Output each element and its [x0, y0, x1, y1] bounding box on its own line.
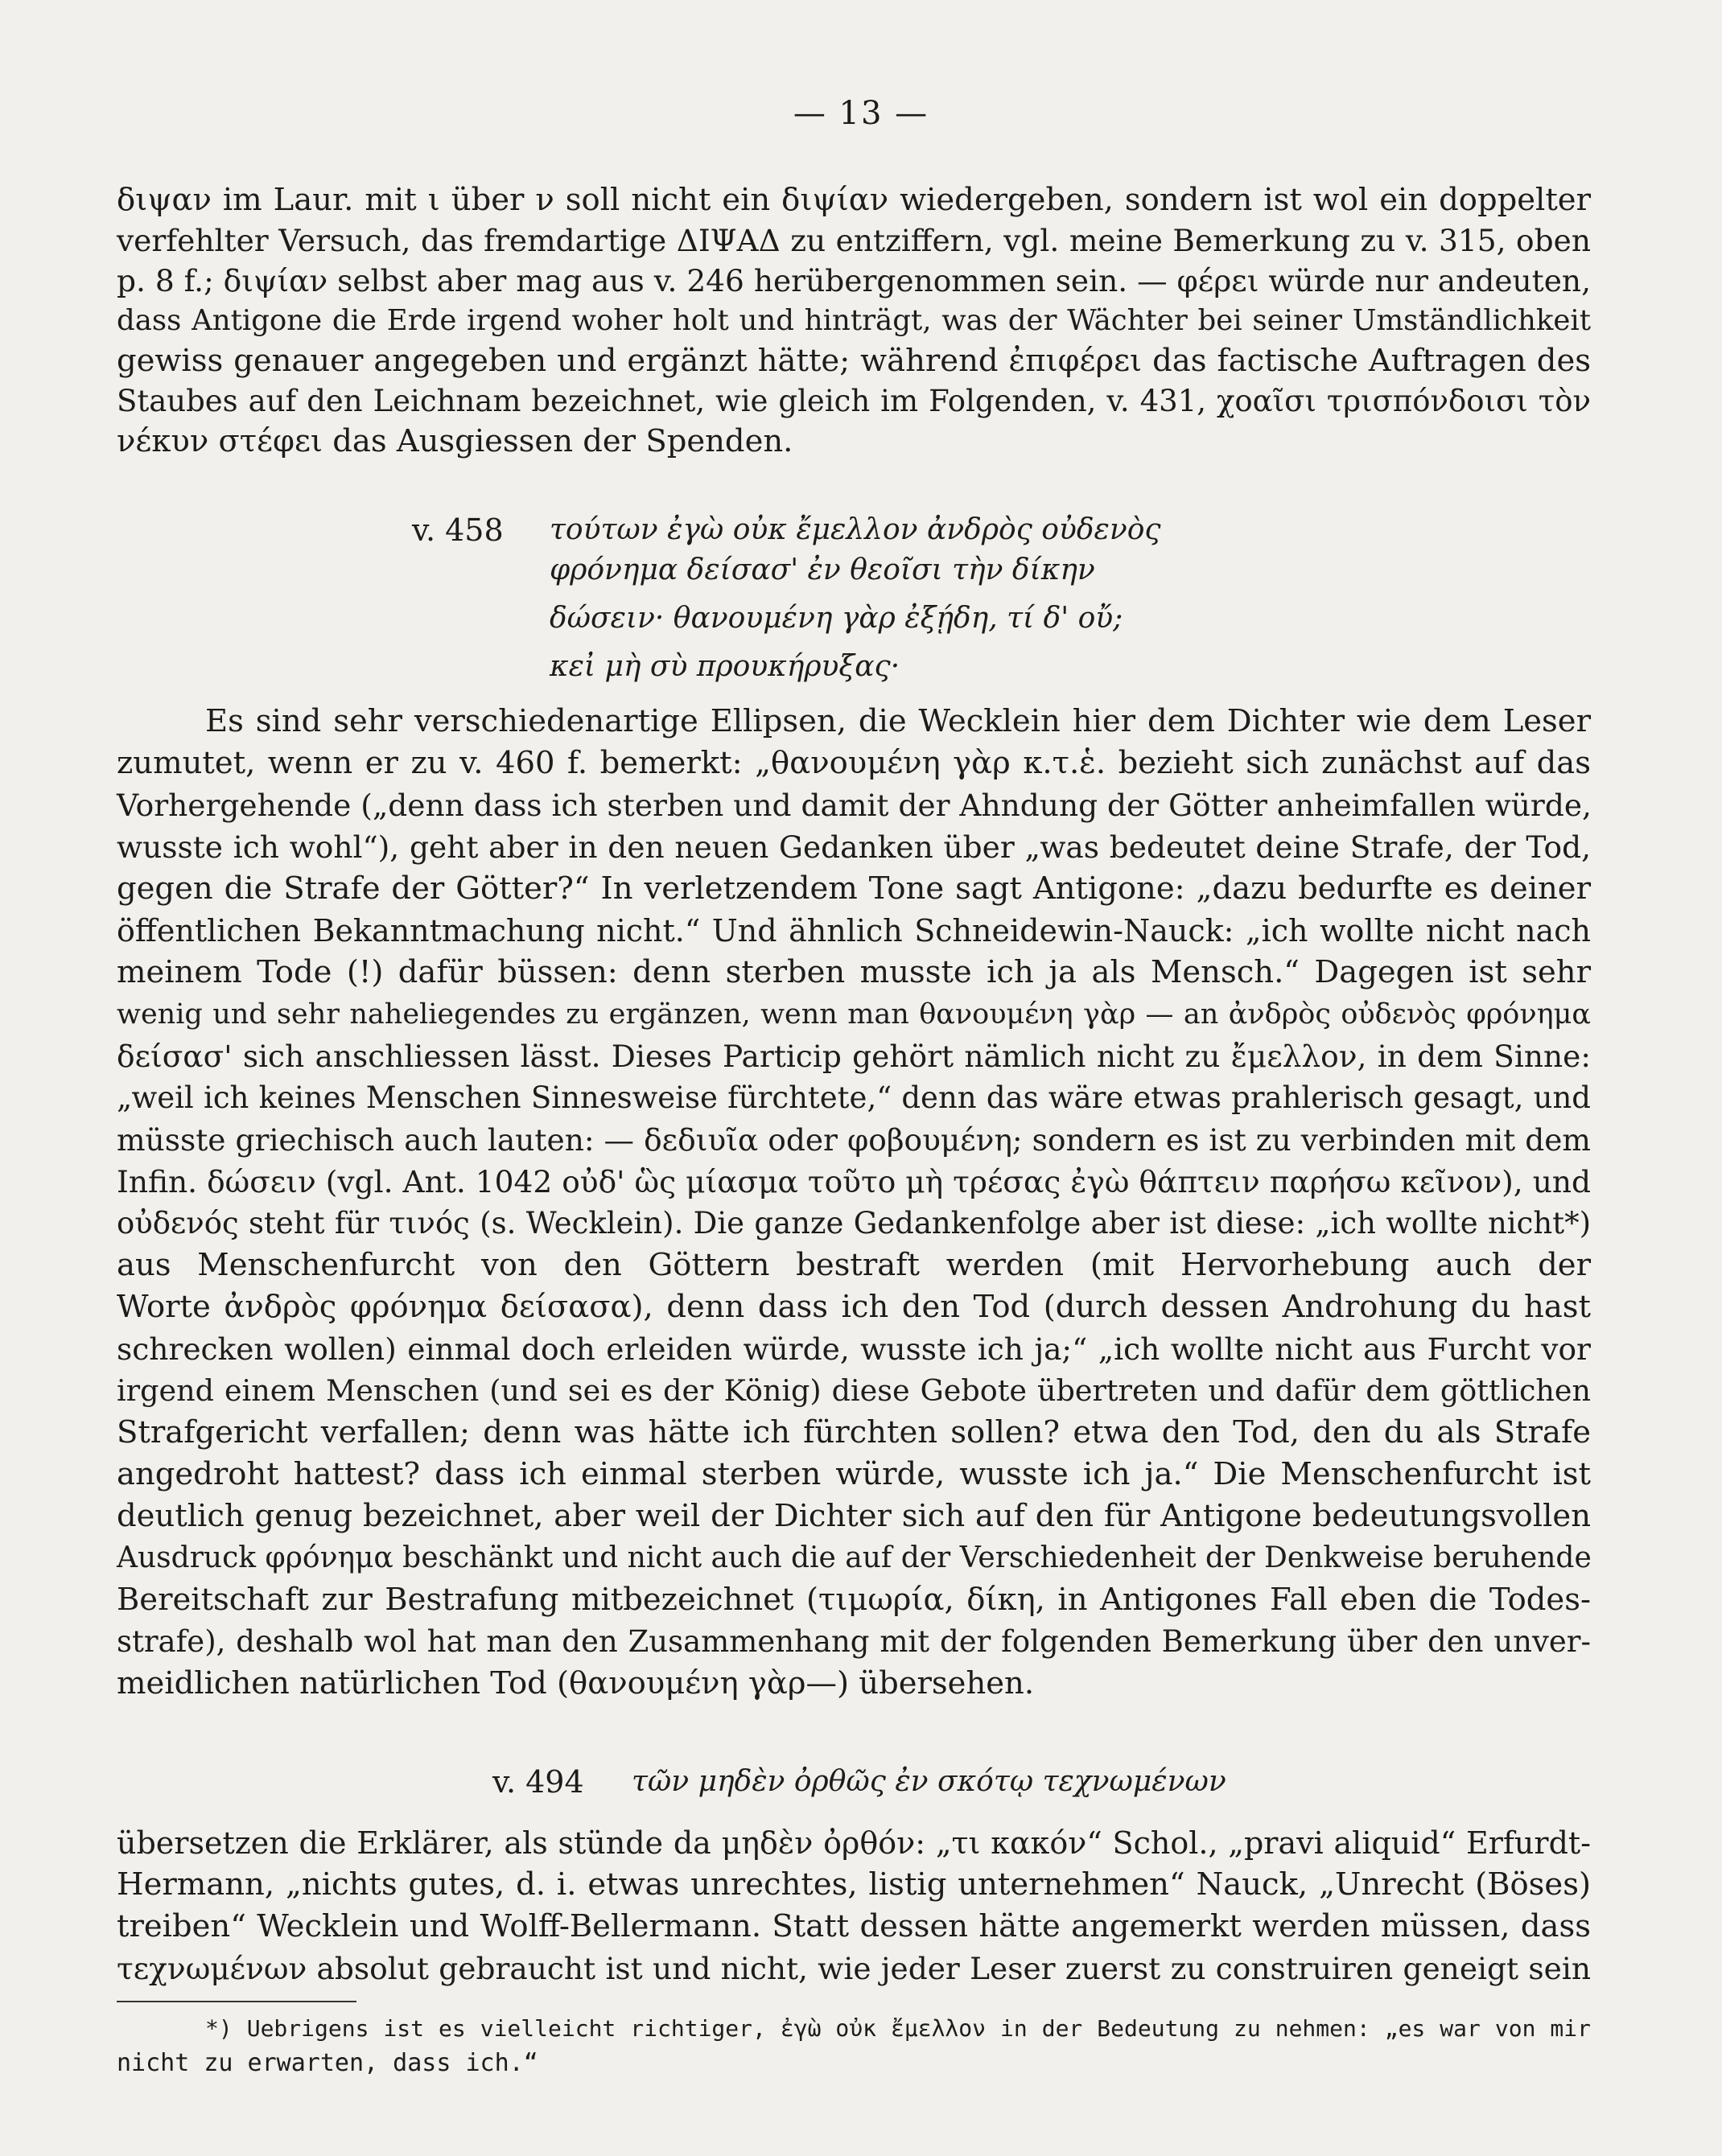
footnote-line: *) Uebrigens ist es vielleicht richtiger, ἐγὼ οὐκ ἔμελλον in der Bedeutung zu nehmen: „es war von mir [205, 2015, 1591, 2042]
text-line: irgend einem Menschen (und sei es der König) diese Gebote übertreten und dafür dem göttlichen [117, 1373, 1591, 1408]
text-line: öffentlichen Bekanntmachung nicht.“ Und ähnlich Schneidewin-Nauck: „ich wollte nicht nach [117, 913, 1591, 948]
footnote-rule [117, 2001, 356, 2002]
text-line: meinem Tode (!) dafür büssen: denn sterben musste ich ja als Mensch.“ Dagegen ist sehr [117, 954, 1591, 990]
text-line: meidlichen natürlichen Tod (θανουμένη γὰρ—) übersehen. [117, 1665, 1035, 1701]
text-line: gewiss genauer angegeben und ergänzt hätte; während ἐπιφέρει das factische Auftragen des [117, 343, 1591, 379]
text-line: gegen die Strafe der Götter?“ In verletzendem Tone sagt Antigone: „dazu bedurfte es deiner [117, 870, 1591, 907]
text-line: Bereitschaft zur Bestrafung mitbezeichnet (τιμωρία, δίκη, in Antigones Fall eben die Todes- [117, 1582, 1591, 1618]
text-line: angedroht hattest? dass ich einmal sterben würde, wusste ich ja.“ Die Menschenfurcht ist [117, 1456, 1591, 1492]
text-line: übersetzen die Erklärer, als stünde da μηδὲν ὀρθόν: „τι κακόν“ Schol., „pravi aliquid“ Erfurdt- [117, 1825, 1591, 1861]
text-line: strafe), deshalb wol hat man den Zusammenhang mit der folgenden Bemerkung über den unver- [117, 1624, 1591, 1659]
text-line: οὐδενός steht für τινός (s. Wecklein). Die ganze Gedankenfolge aber ist diese: „ich wollte nicht*) [117, 1206, 1591, 1241]
verse-line: δώσειν· θανουμένη γὰρ ἐξῄδη, τί δ' οὔ; [550, 602, 1123, 635]
text-line: p. 8 f.; διψίαν selbst aber mag aus v. 246 herübergenommen sein. — φέρει würde nur andeuten, [117, 263, 1591, 298]
text-line: τεχνωμένων absolut gebraucht ist und nicht, wie jeder Leser zuerst zu construiren geneigt sein [117, 1951, 1591, 1986]
text-line: Hermann, „nichts gutes, d. i. etwas unrechtes, listig unternehmen“ Nauck, „Unrecht (Böses) [117, 1866, 1591, 1903]
text-line: διψαν im Laur. mit ι über ν soll nicht ein διψίαν wiedergeben, sondern ist wol ein doppelter [117, 182, 1591, 218]
text-line: müsste griechisch auch lauten: — δεδιυῖα oder φοβουμένη; sondern es ist zu verbinden mit dem [117, 1122, 1591, 1158]
text-line: deutlich genug bezeichnet, aber weil der Dichter sich auf den für Antigone bedeutungsvollen [117, 1498, 1591, 1534]
text-line: „weil ich keines Menschen Sinnesweise fürchtete,“ denn das wäre etwas prahlerisch gesagt, und [117, 1080, 1591, 1115]
text-line: wenig und sehr naheliegendes zu ergänzen, wenn man θανουμένη γὰρ — an ἀνδρὸς οὐδενὸς φρόνημα [117, 998, 1591, 1031]
text-line: δείσασ' sich anschliessen lässt. Dieses Particip gehört nämlich nicht zu ἔμελλον, in dem Sinne: [117, 1039, 1591, 1074]
text-line: verfehlter Versuch, das fremdartige ΔΙΨΑΔ zu entziffern, vgl. meine Bemerkung zu v. 315, oben [117, 223, 1591, 258]
verse-number: v. 494 [492, 1764, 584, 1800]
text-line: Ausdruck φρόνημα beschänkt und nicht auch die auf der Verschiedenheit der Denkweise beruhende [117, 1541, 1592, 1574]
text-line: wusste ich wohl“), geht aber in den neuen Gedanken über „was bedeutet deine Strafe, der Tod, [117, 829, 1591, 865]
verse-line: κεἰ μὴ σὺ προυκήρυξας· [550, 650, 900, 683]
text-line: aus Menschenfurcht von den Göttern bestraft werden (mit Hervorhebung auch der [117, 1247, 1591, 1283]
verse-line: τῶν μηδὲν ὀρθῶς ἐν σκότῳ τεχνωμένων [632, 1765, 1226, 1798]
footnote-line: nicht zu erwarten, dass ich.“ [117, 2049, 538, 2077]
text-line: treiben“ Wecklein und Wolff-Bellermann. Statt dessen hätte angemerkt werden müssen, dass [117, 1908, 1591, 1944]
verse-line: τούτων ἐγὼ οὐκ ἔμελλον ἀνδρὸς οὐδενὸς [550, 513, 1161, 546]
text-line: Vorhergehende („denn dass ich sterben und damit der Ahndung der Götter anheimfallen würde, [117, 788, 1592, 823]
text-line: νέκυν στέφει das Ausgiessen der Spenden. [117, 423, 793, 459]
text-line: Strafgericht verfallen; denn was hätte ich fürchten sollen? etwa den Tod, den du als Strafe [117, 1414, 1591, 1450]
text-line: zumutet, wenn er zu v. 460 f. bemerkt: „θανουμένη γὰρ κ.τ.ἑ. bezieht sich zunächst auf das [117, 745, 1591, 781]
text-line: Es sind sehr verschiedenartige Ellipsen, die Wecklein hier dem Dichter wie dem Leser [205, 703, 1591, 739]
text-line: Staubes auf den Leichnam bezeichnet, wie gleich im Folgenden, v. 431, χοαῖσι τρισπόνδοισι τὸν [117, 384, 1591, 418]
text-line: Infin. δώσειν (vgl. Ant. 1042 οὐδ' ὣς μίασμα τοῦτο μὴ τρέσας ἐγὼ θάπτειν παρήσω κεῖνον), und [117, 1164, 1591, 1199]
page-number: — 13 — [793, 95, 929, 132]
text-line: Worte ἀνδρὸς φρόνημα δείσασα), denn dass ich den Tod (durch dessen Androhung du hast [117, 1289, 1591, 1325]
text-line: dass Antigone die Erde irgend woher holt und hinträgt, was der Wächter bei seiner Umständlichkeit [117, 304, 1591, 337]
verse-number: v. 458 [412, 512, 504, 548]
verse-line: φρόνημα δείσασ' ἐν θεοῖσι τὴν δίκην [550, 553, 1095, 586]
text-line: schrecken wollen) einmal doch erleiden würde, wusste ich ja;“ „ich wollte nicht aus Furcht vor [117, 1331, 1591, 1367]
